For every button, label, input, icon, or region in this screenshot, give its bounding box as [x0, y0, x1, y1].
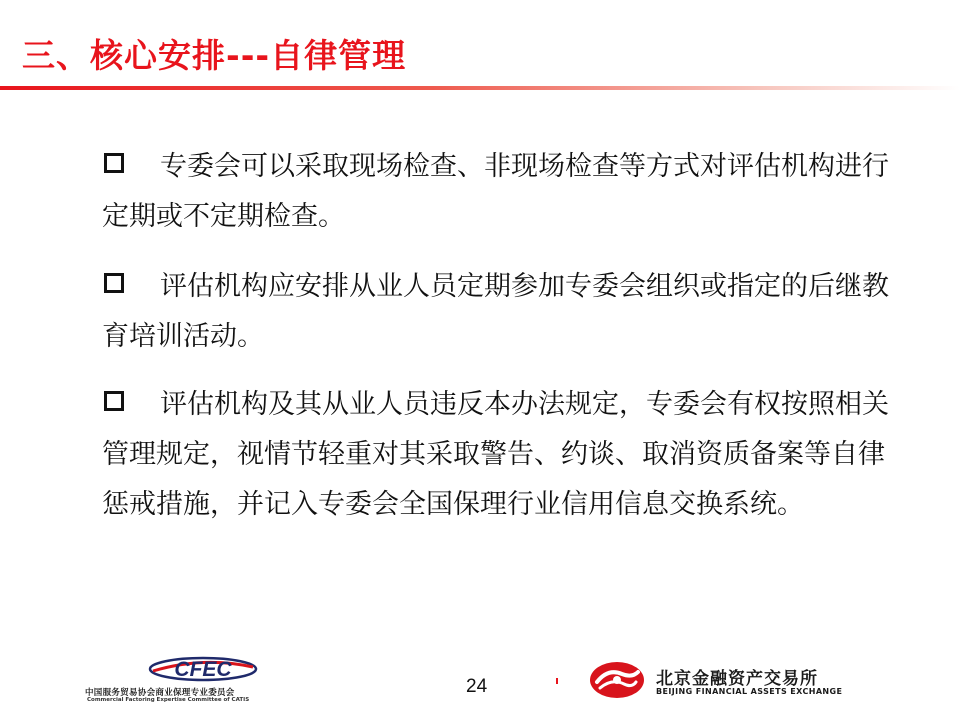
page-number: 24 [466, 676, 488, 697]
bfae-name-cn: 北京金融资产交易所 [656, 669, 818, 689]
bullet-text: 评估机构应安排从业人员定期参加专委会组织或指定的后继教育培训活动。 [102, 271, 889, 352]
title-underline [0, 86, 960, 90]
bullet-list [102, 142, 902, 550]
cfec-name-cn: 中国服务贸易协会商业保理专业委员会 [85, 688, 235, 698]
slide-title: 三、核心安排---自律管理 [22, 36, 407, 75]
bullet-text: 专委会可以采取现场检查、非现场检查等方式对评估机构进行定期或不定期检查。 [102, 151, 889, 232]
bfae-logo [588, 660, 646, 700]
bullet-item [102, 142, 902, 242]
hollow-square-icon [104, 391, 124, 411]
bfae-name-en: BEIJING FINANCIAL ASSETS EXCHANGE [656, 687, 843, 696]
bfae-footer-brand [588, 660, 898, 704]
bullet-text: 评估机构及其从业人员违反本办法规定，专委会有权按照相关管理规定，视情节轻重对其采取警告、约谈、取消资质备案等自律惩戒措施，并记入专委会全国保理行业信用信息交换系统。 [102, 389, 889, 520]
cfec-name-en: Commercial Factoring Expertise Committee of CATIS [87, 697, 250, 703]
cfec-footer-brand [85, 654, 345, 704]
hollow-square-icon [104, 153, 124, 173]
bullet-item [102, 380, 902, 530]
svg-text:CFEC: CFEC [174, 658, 232, 681]
bullet-item [102, 262, 902, 362]
cfec-logo [147, 654, 259, 684]
footer-tick [556, 678, 558, 684]
hollow-square-icon [104, 273, 124, 293]
